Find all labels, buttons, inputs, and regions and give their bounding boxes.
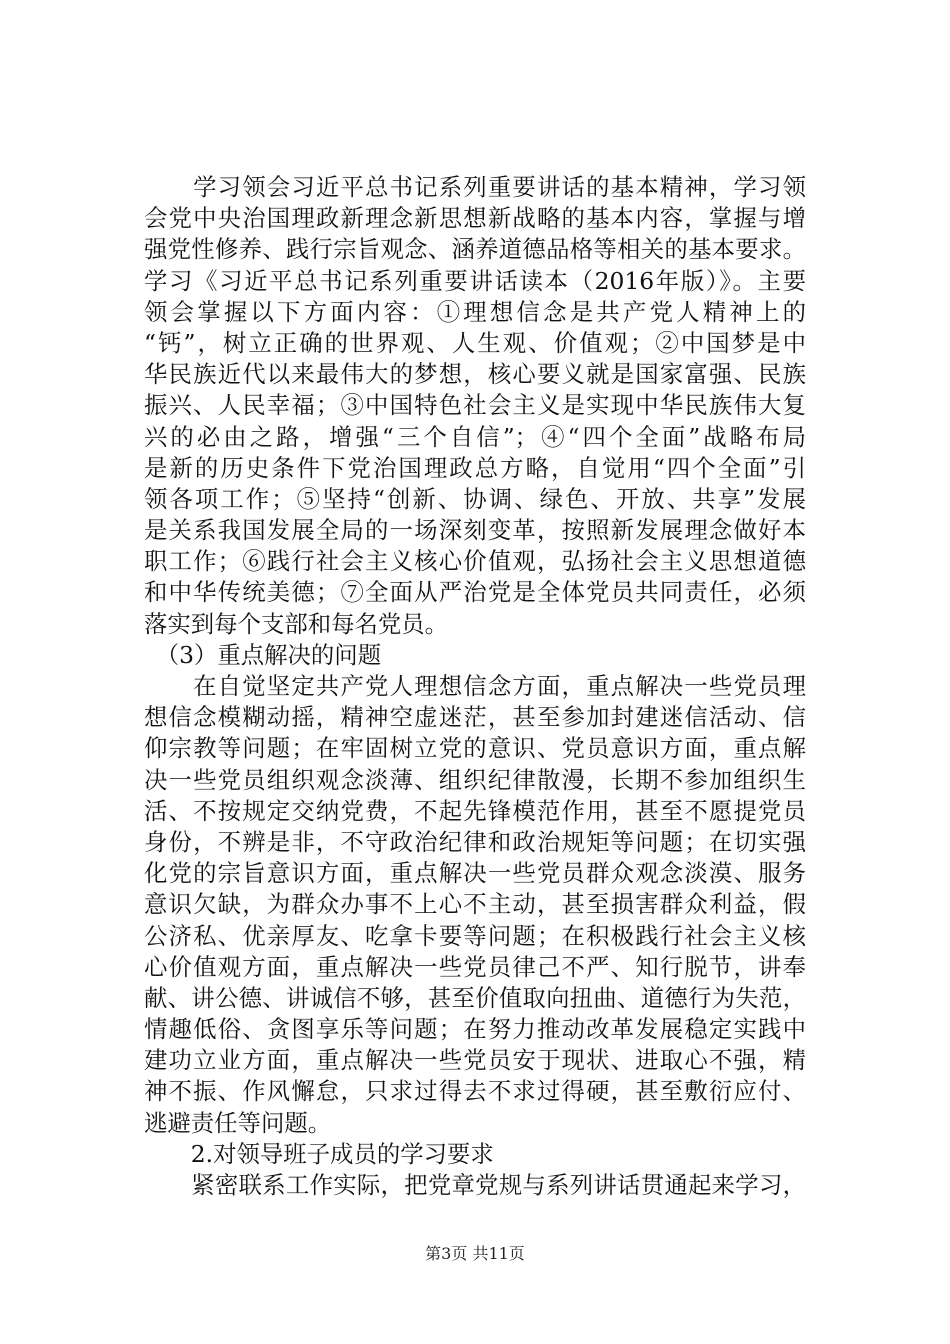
text-line: 是关系我国发展全局的一场深刻变革，按照新发展理念做好本 [144, 516, 806, 545]
text-line: 领会掌握以下方面内容：①理想信念是共产党人精神上的 [144, 297, 806, 326]
text-line: 在自觉坚定共产党人理想信念方面，重点解决一些党员理 [144, 672, 806, 700]
text-line: “钙”，树立正确的世界观、人生观、价值观；②中国梦是中 [144, 328, 806, 357]
text-line: 活、不按规定交纳党费，不起先锋模范作用，甚至不愿提党员 [144, 796, 806, 825]
text-line: 决一些党员组织观念淡薄、组织纪律散漫，长期不参加组织生 [144, 765, 806, 794]
text-line: 学习《习近平总书记系列重要讲话读本（2016年版）》。主要 [144, 266, 806, 295]
page-footer: 第3页 共11页 [425, 1244, 525, 1263]
text-line: 紧密联系工作实际，把党章党规与系列讲话贯通起来学习， [144, 1171, 806, 1199]
text-line: 兴的必由之路，增强“三个自信”；④“四个全面”战略布局 [144, 422, 806, 451]
text-line: 学习领会习近平总书记系列重要讲话的基本精神，学习领 [144, 173, 806, 201]
text-line: 会党中央治国理政新理念新思想新战略的基本内容，掌握与增 [144, 204, 806, 233]
text-line: 职工作；⑥践行社会主义核心价值观，弘扬社会主义思想道德 [144, 547, 806, 576]
text-line: 2.对领导班子成员的学习要求 [144, 1139, 494, 1168]
text-line: 领各项工作；⑤坚持“创新、协调、绿色、开放、共享”发展 [144, 484, 806, 513]
text-line: 公济私、优亲厚友、吃拿卡要等问题；在积极践行社会主义核 [144, 921, 806, 950]
text-line: 振兴、人民幸福；③中国特色社会主义是实现中华民族伟大复 [144, 391, 806, 420]
text-line: 神不振、作风懈怠，只求过得去不求过得硬，甚至敷衍应付、 [144, 1077, 806, 1106]
text-line: 建功立业方面，重点解决一些党员安于现状、进取心不强，精 [144, 1046, 806, 1075]
text-line: 是新的历史条件下党治国理政总方略，自觉用“四个全面”引 [144, 453, 806, 482]
text-line: 和中华传统美德；⑦全面从严治党是全体党员共同责任，必须 [144, 578, 806, 607]
text-line: 心价值观方面，重点解决一些党员律己不严、知行脱节，讲奉 [144, 952, 806, 981]
text-line: 身份，不辨是非，不守政治纪律和政治规矩等问题；在切实强 [144, 827, 806, 856]
text-line: 仰宗教等问题；在牢固树立党的意识、党员意识方面，重点解 [144, 734, 806, 763]
text-line: 强党性修养、践行宗旨观念、涵养道德品格等相关的基本要求。 [144, 235, 806, 264]
text-line: 意识欠缺，为群众办事不上心不主动，甚至损害群众利益，假 [144, 890, 806, 919]
text-line: 华民族近代以来最伟大的梦想，核心要义就是国家富强、民族 [144, 360, 806, 389]
text-line: 情趣低俗、贪图享乐等问题；在努力推动改革发展稳定实践中 [144, 1015, 806, 1044]
text-line: 逃避责任等问题。 [144, 1108, 332, 1137]
text-line: （3）重点解决的问题 [144, 640, 382, 669]
text-line: 献、讲公德、讲诚信不够，甚至价值取向扭曲、道德行为失范， [144, 983, 806, 1012]
text-line: 落实到每个支部和每名党员。 [144, 609, 449, 638]
text-line: 想信念模糊动摇，精神空虚迷茫，甚至参加封建迷信活动、信 [144, 703, 806, 732]
document-body [144, 172, 806, 1201]
text-line: 化党的宗旨意识方面，重点解决一些党员群众观念淡漠、服务 [144, 859, 806, 888]
